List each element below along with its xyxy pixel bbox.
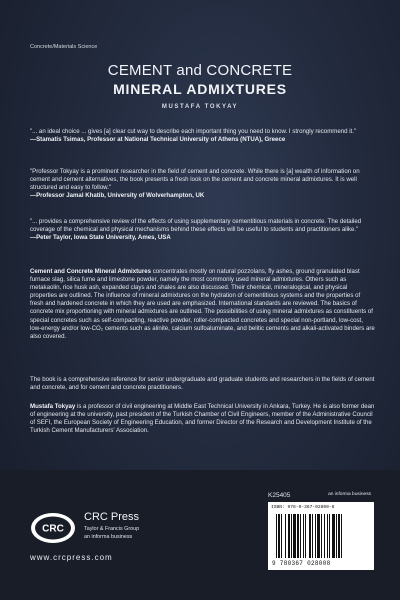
barcode-imprint: an informa business [328, 492, 371, 497]
subject-category: Concrete/Materials Science [30, 44, 98, 50]
svg-text:CRC: CRC [42, 523, 64, 535]
book-description [30, 268, 375, 341]
author-bio [30, 403, 375, 435]
quote-attribution: —Peter Taylor, Iowa State University, Ames, USA [30, 234, 171, 242]
book-subtitle: MINERAL ADMIXTURES [113, 81, 287, 97]
review-quote [30, 218, 375, 242]
publisher-business: an informa business [84, 534, 133, 540]
review-quote [30, 128, 375, 144]
isbn-text: ISBN: 978-0-367-02800-8 [271, 505, 335, 510]
catalog-code: K25405 [268, 492, 291, 499]
review-quote [30, 168, 375, 200]
publisher-url: www.crcpress.com [30, 553, 113, 562]
publisher-name: CRC Press [84, 511, 140, 523]
quote-attribution: —Professor Jamal Khatib, University of Wolverhampton, UK [30, 192, 205, 200]
barcode-digits: 9 780367 028008 [272, 560, 331, 567]
author-name: MUSTAFA TOKYAY [161, 104, 239, 110]
barcode-icon [276, 514, 366, 558]
publisher-group: Taylor & Francis Group [84, 526, 140, 532]
quote-text: "... provides a comprehensive review of the effects of using supplementary cementitious materials in concrete. The detailed coverage of the chemical and physical mechanisms behind these effects will be useful to students and practitioners alike." [30, 218, 362, 234]
quote-attribution: —Stamatis Tsimas, Professor at National Technical University of Athens (NTUA), Greece [30, 136, 286, 144]
description-text: concentrates mostly on natural pozzolans, fly ashes, ground granulated blast furnace slag, silica fume and limestone powder, namely the most commonly used mineral admixtures. Others such as metakaolin, rice husk ash, expanded clays and shales are also discussed. Their chemical, mineralogical, and physical properties are outlined. The influence of mineral admixtures on the hydration of cementitious systems and the properties of fresh and hardened concrete in which they are used are emphasized. International standards are reviewed. The basics of concrete mix proportioning with mineral admixtures are outlined. The possibilities of using mineral admixtures as constituents of special concretes such as self-compacting, reactive powder, roller-compacted concretes and special non-portland, low-cost, low-energy and/or low-CO₂ cements such as alinite, calcium sulfoaluminate, and belitic cements and alkali-activated binders are also covered. [30, 268, 375, 340]
bio-text: is a professor of civil engineering at Middle East Technical University in Ankara, Turkey. He is also former dean of engineering at the university, past president of the Turkish Chamber of Civil Engineers, member of the Administrative Council of SEFI, the European Society of Engineering Education, and former Director of the Research and Development Institute of the Turkish Cement Manufacturers' Association. [30, 403, 375, 435]
description-lead: Cement and Concrete Mineral Admixtures [30, 268, 151, 275]
book-title: CEMENT and CONCRETE [107, 62, 293, 79]
bio-name: Mustafa Tokyay [30, 403, 76, 410]
quote-text: "... an ideal choice ... gives [a] clear cut way to describe each important thing you need to know. I strongly recommend it." [30, 128, 357, 135]
crc-press-logo-icon [30, 512, 76, 544]
audience-statement: The book is a comprehensive reference for senior undergraduate and graduate students and researchers in the fields of cement and concrete, and for cement and concrete practitioners. [30, 376, 375, 392]
quote-text: "Professor Tokyay is a prominent researcher in the field of cement and concrete. While there is [a] wealth of information on cement and cement alternatives, the book presents a fresh look on the cement and concrete mineral admixtures. It is well structured and easy to follow." [30, 168, 360, 192]
